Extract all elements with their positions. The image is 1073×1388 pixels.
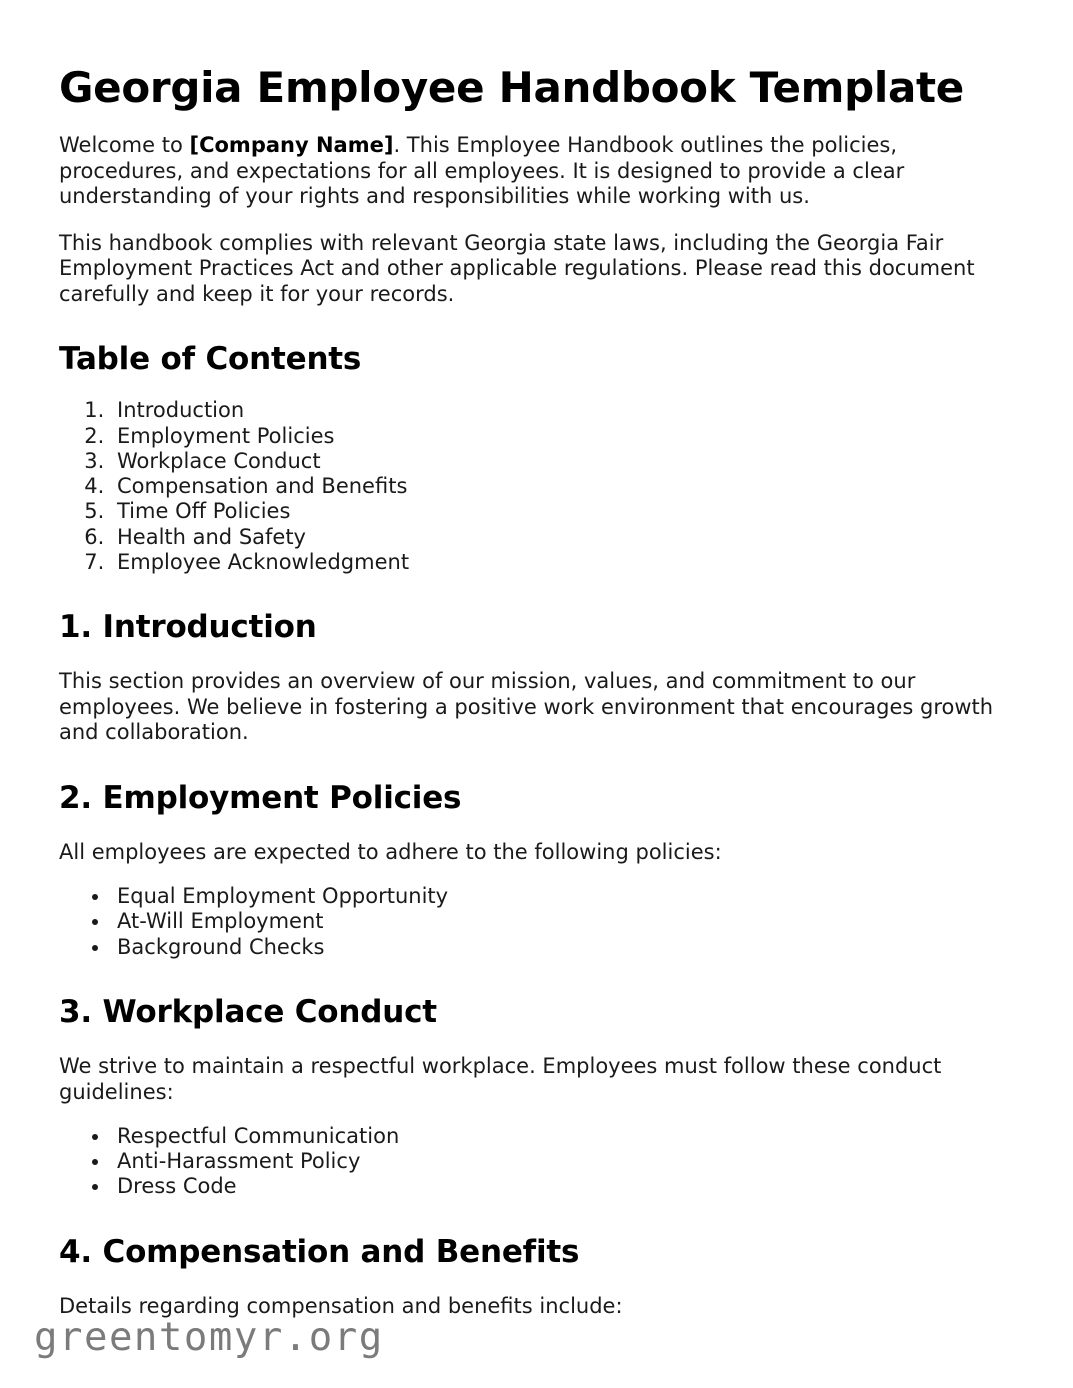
list-item-label: At-Will Employment — [117, 909, 324, 934]
section-paragraph-workplace-conduct: We strive to maintain a respectful workplace. Employees must follow these conduct guidelines: — [59, 1054, 942, 1104]
toc-item[interactable] — [111, 550, 994, 575]
section-heading-introduction: 1. Introduction — [59, 608, 317, 645]
list-item — [111, 1124, 994, 1149]
list-item-label: Respectful Communication — [117, 1124, 400, 1149]
list-item — [111, 935, 994, 960]
toc-item[interactable] — [111, 398, 994, 423]
table-of-contents-list — [59, 380, 994, 574]
document-content — [59, 0, 994, 1319]
section-heading-employment-policies: 2. Employment Policies — [59, 779, 462, 816]
intro-paragraph-1-lead: Welcome to — [59, 133, 190, 158]
toc-item-label: Employment Policies — [117, 423, 335, 448]
toc-item[interactable] — [111, 474, 994, 499]
section-paragraph-introduction: This section provides an overview of our mission, values, and commitment to our employees. We believe in fostering a positive work environment that encourages growth and collaboration. — [59, 669, 994, 745]
list-item-label: Equal Employment Opportunity — [117, 884, 449, 909]
list-item — [111, 1149, 994, 1174]
toc-item[interactable] — [111, 424, 994, 449]
page-title: Georgia Employee Handbook Template — [59, 63, 964, 112]
list-item-label: Dress Code — [117, 1174, 237, 1199]
toc-item-label: Time Off Policies — [117, 499, 291, 524]
company-name-placeholder: [Company Name] — [189, 133, 394, 158]
table-of-contents-heading: Table of Contents — [59, 341, 362, 378]
workplace-conduct-list — [59, 1105, 994, 1200]
list-item-label: Background Checks — [117, 934, 325, 959]
toc-item-label: Compensation and Benefits — [117, 474, 408, 499]
section-heading-workplace-conduct: 3. Workplace Conduct — [59, 993, 437, 1030]
intro-paragraph-1 — [59, 112, 994, 210]
list-item-label: Anti-Harassment Policy — [117, 1149, 361, 1174]
toc-item-label: Employee Acknowledgment — [117, 549, 410, 574]
list-item — [111, 909, 994, 934]
toc-item-label: Introduction — [117, 398, 245, 423]
section-paragraph-employment-policies: All employees are expected to adhere to the following policies: — [59, 839, 722, 864]
intro-paragraph-1-rest: . This Employee Handbook outlines the policies, procedures, and expectations for all employees. It is designed to provide a clear understanding of your rights and responsibilities while working with us. — [59, 133, 905, 209]
list-item — [111, 1174, 994, 1199]
list-item — [111, 884, 994, 909]
toc-item[interactable] — [111, 525, 994, 550]
toc-item[interactable] — [111, 499, 994, 524]
section-heading-compensation-and-benefits: 4. Compensation and Benefits — [59, 1233, 580, 1270]
section-paragraph-compensation-and-benefits: Details regarding compensation and benefits include: — [59, 1293, 623, 1318]
site-watermark: greentomyr.org — [34, 1315, 384, 1360]
intro-paragraph-2: This handbook complies with relevant Georgia state laws, including the Georgia Fair Employment Practices Act and other applicable regulations. Please read this document carefully and keep it for your records. — [59, 230, 975, 306]
employment-policies-list — [59, 865, 994, 960]
toc-item-label: Health and Safety — [117, 524, 306, 549]
toc-item-label: Workplace Conduct — [117, 448, 321, 473]
toc-item[interactable] — [111, 449, 994, 474]
